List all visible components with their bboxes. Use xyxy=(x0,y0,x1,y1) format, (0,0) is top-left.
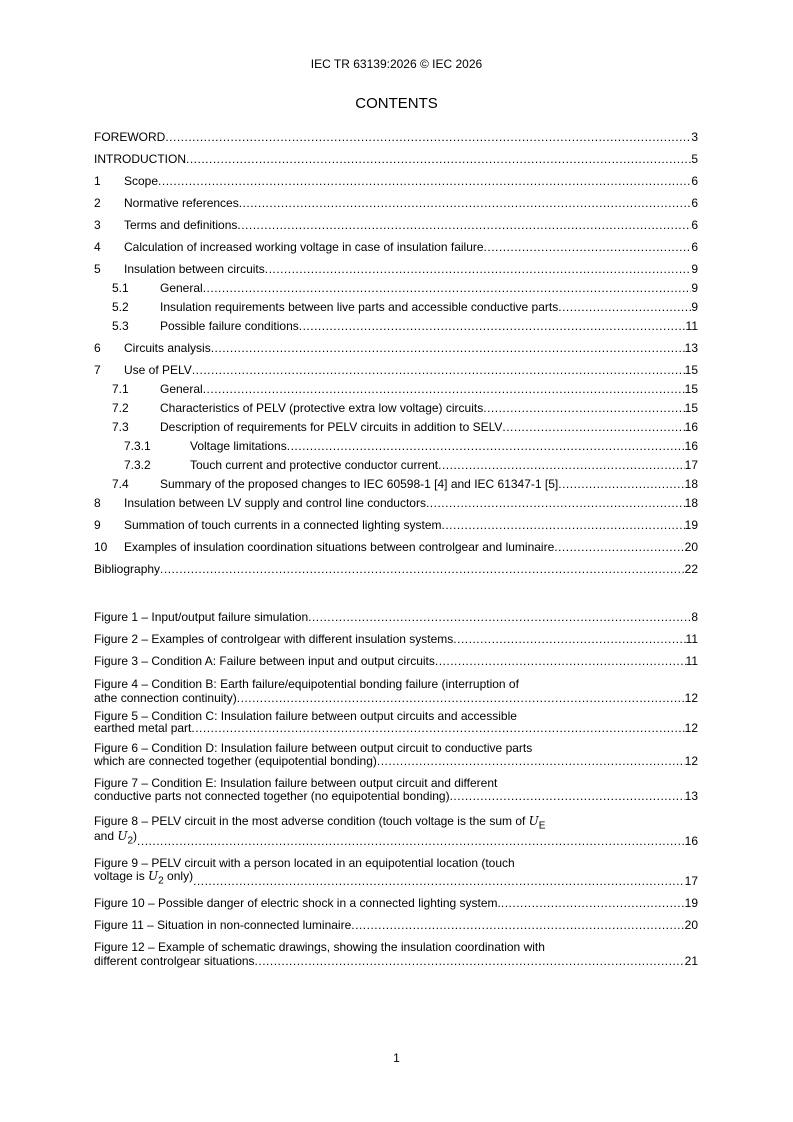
figure-entry-text: ) xyxy=(133,828,138,843)
toc-entry-number: 3 xyxy=(94,218,101,232)
toc-entry-text: Touch current and protective conductor current xyxy=(190,458,439,472)
page-title: CONTENTS xyxy=(355,95,438,112)
toc-entry-page: 6 xyxy=(691,174,698,188)
toc-entry-text: FOREWORD xyxy=(94,130,166,144)
figure-entry-page: 20 xyxy=(684,918,698,932)
leader-dots xyxy=(287,439,685,453)
leader-dots xyxy=(237,218,691,232)
leader-dots xyxy=(558,300,691,314)
toc-entry-5[interactable] xyxy=(94,258,698,280)
table-of-contents xyxy=(94,126,698,972)
toc-entry-7-3-2[interactable] xyxy=(94,457,698,476)
leader-dots xyxy=(203,281,692,295)
toc-entry-text: Insulation between LV supply and control line conductors xyxy=(124,496,426,510)
section-gap xyxy=(94,580,698,606)
toc-entry-number: 8 xyxy=(94,496,101,510)
figure-entry-7[interactable] xyxy=(94,772,698,807)
toc-entry-page: 3 xyxy=(691,130,698,144)
figure-entry-10[interactable] xyxy=(94,890,698,914)
figure-entry-page: 11 xyxy=(685,632,698,646)
toc-entry-6[interactable] xyxy=(94,337,698,359)
toc-entry-page: 9 xyxy=(691,300,698,314)
toc-entry-text: Description of requirements for PELV circuits in addition to SELV xyxy=(160,420,503,434)
toc-entry-1[interactable] xyxy=(94,170,698,192)
toc-entry-number: 6 xyxy=(94,341,101,355)
figure-entry-4[interactable] xyxy=(94,672,698,709)
toc-entry-text: Summary of the proposed changes to IEC 60598-1 [4] and IEC 61347-1 [5] xyxy=(160,477,559,491)
toc-entry-text: Examples of insulation coordination situations between controlgear and luminaire xyxy=(124,540,555,554)
leader-dots xyxy=(554,540,684,554)
figure-entry-text: only) xyxy=(163,868,194,883)
leader-dots xyxy=(308,610,691,624)
leader-dots xyxy=(191,721,684,735)
toc-entry-page: 15 xyxy=(684,401,698,415)
toc-entry-text: Voltage limitations xyxy=(190,439,287,453)
toc-entry-text: General xyxy=(160,382,203,396)
toc-entry-8[interactable] xyxy=(94,495,698,514)
leader-dots xyxy=(193,874,685,888)
leader-dots xyxy=(377,754,685,768)
leader-dots xyxy=(165,130,691,144)
math-subscript: 2 xyxy=(158,875,164,886)
toc-entry-text: Possible failure conditions xyxy=(160,319,299,333)
toc-entry-page: 20 xyxy=(684,540,698,554)
figure-entry-text-line1: Figure 7 – Condition E: Insulation failure between output circuit and different xyxy=(94,776,498,790)
toc-entry-text: Terms and definitions xyxy=(124,218,238,232)
leader-dots xyxy=(453,632,685,646)
figure-entry-page: 12 xyxy=(684,754,698,768)
figure-entry-8[interactable] xyxy=(94,807,698,850)
toc-entry-7-1[interactable] xyxy=(94,381,698,400)
math-subscript: 2 xyxy=(127,835,134,846)
figure-entry-3[interactable] xyxy=(94,650,698,672)
toc-entry-number: 5 xyxy=(94,262,101,276)
toc-entry-page: 17 xyxy=(684,458,698,472)
toc-entry-9[interactable] xyxy=(94,514,698,536)
leader-dots xyxy=(255,954,685,968)
figure-entry-6[interactable] xyxy=(94,739,698,772)
leader-dots xyxy=(137,834,685,848)
toc-entry-page: 18 xyxy=(684,496,698,510)
figure-entry-text-line2: conductive parts not connected together (no equipotential bonding) xyxy=(94,789,450,803)
toc-entry-page: 19 xyxy=(684,518,698,532)
leader-dots xyxy=(192,363,685,377)
leader-dots xyxy=(435,654,686,668)
figure-entry-page: 21 xyxy=(684,954,698,968)
figure-entry-5[interactable] xyxy=(94,709,698,739)
math-subscript: E xyxy=(538,820,546,832)
toc-entry-text: Bibliography xyxy=(94,562,161,576)
figure-entry-text-line1: Figure 5 – Condition C: Insulation failure between output circuits and accessible xyxy=(94,709,517,723)
toc-entry-page: 6 xyxy=(691,218,698,232)
leader-dots xyxy=(211,341,685,355)
figure-entry-text: Figure 11 – Situation in non-connected luminaire xyxy=(94,918,352,932)
toc-entry-page: 5 xyxy=(691,152,698,166)
figure-entry-page: 16 xyxy=(684,834,698,848)
toc-entry-foreword[interactable] xyxy=(94,126,698,148)
toc-entry-page: 18 xyxy=(684,477,698,491)
figure-entry-text: Figure 1 – Input/output failure simulation xyxy=(94,610,309,624)
toc-entry-5-3[interactable] xyxy=(94,318,698,337)
figure-entry-text: Figure 8 – PELV circuit in the most adverse condition (touch voltage is the sum of xyxy=(94,814,529,828)
toc-entry-number: 5.2 xyxy=(112,300,129,314)
leader-dots xyxy=(186,152,691,166)
math-variable: U xyxy=(148,868,159,883)
math-variable: U xyxy=(528,814,539,828)
toc-entry-3[interactable] xyxy=(94,214,698,236)
figure-entry-page: 11 xyxy=(685,654,698,668)
leader-dots xyxy=(158,174,691,188)
figure-entry-9[interactable] xyxy=(94,850,698,890)
toc-entry-page: 9 xyxy=(691,281,698,295)
toc-entry-7-3-1[interactable] xyxy=(94,438,698,457)
toc-entry-5-2[interactable] xyxy=(94,299,698,318)
toc-entry-number: 7.3.1 xyxy=(124,439,151,453)
toc-entry-page: 15 xyxy=(684,382,698,396)
toc-entry-number: 4 xyxy=(94,240,101,254)
toc-entry-text: Normative references xyxy=(124,196,239,210)
figure-entry-12[interactable] xyxy=(94,936,698,972)
leader-dots xyxy=(450,789,685,803)
toc-entry-7[interactable] xyxy=(94,359,698,381)
toc-entry-7-2[interactable] xyxy=(94,400,698,419)
toc-entry-page: 6 xyxy=(691,240,698,254)
figure-entry-page: 13 xyxy=(684,789,698,803)
leader-dots xyxy=(502,420,684,434)
leader-dots xyxy=(351,918,684,932)
toc-entry-number: 7.3 xyxy=(112,420,129,434)
toc-entry-number: 1 xyxy=(94,174,101,188)
leader-dots xyxy=(484,240,692,254)
toc-entry-number: 7 xyxy=(94,363,101,377)
toc-entry-5-1[interactable] xyxy=(94,280,698,299)
leader-dots xyxy=(558,477,684,491)
toc-entry-text: Insulation requirements between live parts and accessible conductive parts xyxy=(160,300,559,314)
toc-entry-4[interactable] xyxy=(94,236,698,258)
toc-entry-text: Calculation of increased working voltage in case of insulation failure xyxy=(124,240,484,254)
figure-entry-text-line2: earthed metal part xyxy=(94,721,192,735)
toc-entry-number: 7.1 xyxy=(112,382,129,396)
toc-entry-text: INTRODUCTION xyxy=(94,152,186,166)
toc-entry-page: 22 xyxy=(684,562,698,576)
figure-entry-text-line2 xyxy=(94,829,137,848)
leader-dots xyxy=(438,458,685,472)
leader-dots xyxy=(483,401,684,415)
toc-entry-7-3[interactable] xyxy=(94,419,698,438)
figure-entry-page: 12 xyxy=(684,721,698,735)
figure-entry-text-line1: Figure 9 – PELV circuit with a person located in an equipotential location (touch xyxy=(94,856,515,870)
leader-dots xyxy=(239,196,692,210)
toc-entry-text: Summation of touch currents in a connected lighting system xyxy=(124,518,442,532)
toc-entry-number: 7.3.2 xyxy=(124,458,151,472)
figure-entry-text: Figure 3 – Condition A: Failure between input and output circuits xyxy=(94,654,435,668)
toc-entry-text: Insulation between circuits xyxy=(124,262,265,276)
toc-entry-page: 15 xyxy=(684,363,698,377)
leader-dots xyxy=(426,496,685,510)
figure-entry-text-line1: Figure 6 – Condition D: Insulation failure between output circuit to conductive parts xyxy=(94,741,533,755)
figure-entry-text-line2: athe connection continuity) xyxy=(94,691,237,705)
toc-entry-number: 10 xyxy=(94,540,108,554)
toc-entry-text: General xyxy=(160,281,203,295)
figure-entry-text-line2 xyxy=(94,869,193,888)
toc-entry-bibliography[interactable] xyxy=(94,558,698,580)
figure-entry-page: 17 xyxy=(684,874,698,888)
math-variable: U xyxy=(117,828,128,843)
toc-entry-number: 2 xyxy=(94,196,101,210)
toc-entry-10[interactable] xyxy=(94,536,698,558)
leader-dots xyxy=(442,518,685,532)
toc-entry-page: 13 xyxy=(684,341,698,355)
figure-entry-1[interactable] xyxy=(94,606,698,628)
toc-entry-page: 11 xyxy=(685,319,698,333)
toc-entry-page: 6 xyxy=(691,196,698,210)
figure-entry-text-line1: Figure 4 – Condition B: Earth failure/equipotential bonding failure (interruption of xyxy=(94,677,519,691)
toc-entry-number: 5.1 xyxy=(112,281,129,295)
figure-entry-text: voltage is xyxy=(94,868,149,883)
toc-entry-text: Circuits analysis xyxy=(124,341,211,355)
toc-entry-number: 7.4 xyxy=(112,477,129,491)
toc-entry-page: 9 xyxy=(691,262,698,276)
figure-entry-text-line2: which are connected together (equipotential bonding) xyxy=(94,754,377,768)
toc-entry-text: Use of PELV xyxy=(124,363,192,377)
toc-entry-page: 16 xyxy=(684,420,698,434)
toc-entry-text: Characteristics of PELV (protective extra low voltage) circuits xyxy=(160,401,484,415)
figure-entry-11[interactable] xyxy=(94,914,698,936)
leader-dots xyxy=(299,319,686,333)
toc-entry-page: 16 xyxy=(684,439,698,453)
figure-entry-text-line1: Figure 12 – Example of schematic drawings, showing the insulation coordination with xyxy=(94,940,545,954)
leader-dots xyxy=(265,262,692,276)
figure-entry-text: and xyxy=(94,828,118,843)
figure-entry-text: Figure 10 – Possible danger of electric shock in a connected lighting system. xyxy=(94,896,501,910)
leader-dots xyxy=(160,562,685,576)
page-number: 1 xyxy=(393,1051,400,1065)
figure-entry-2[interactable] xyxy=(94,628,698,650)
leader-dots xyxy=(501,896,685,910)
figure-entry-page: 8 xyxy=(691,610,698,624)
toc-entry-introduction[interactable] xyxy=(94,148,698,170)
running-header: IEC TR 63139:2026 © IEC 2026 xyxy=(310,57,483,71)
toc-entry-7-4[interactable] xyxy=(94,476,698,495)
figure-entry-text: Figure 2 – Examples of controlgear with different insulation systems xyxy=(94,632,454,646)
toc-entry-2[interactable] xyxy=(94,192,698,214)
toc-entry-number: 5.3 xyxy=(112,319,129,333)
figure-entry-text-line2: different controlgear situations xyxy=(94,954,255,968)
figure-entry-page: 19 xyxy=(684,896,698,910)
toc-entry-text: Scope xyxy=(124,174,159,188)
leader-dots xyxy=(203,382,685,396)
leader-dots xyxy=(237,691,685,705)
toc-entry-number: 9 xyxy=(94,518,101,532)
toc-entry-number: 7.2 xyxy=(112,401,129,415)
figure-entry-page: 12 xyxy=(684,691,698,705)
